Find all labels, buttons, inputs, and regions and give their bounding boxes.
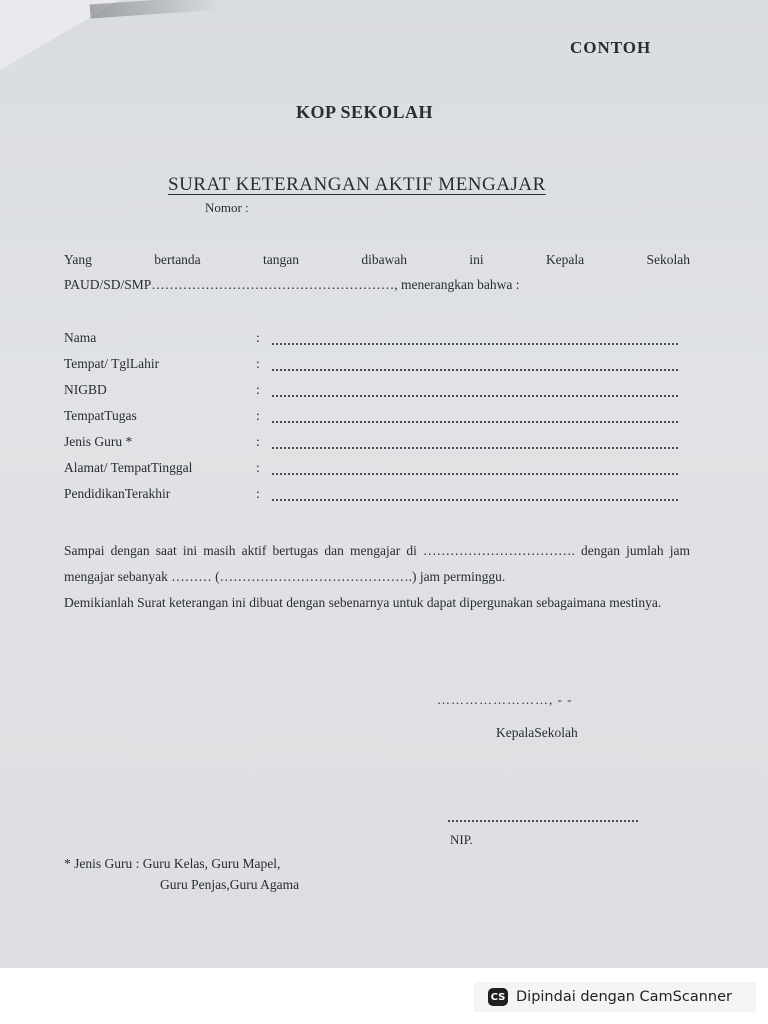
- field-alamat: [64, 460, 678, 486]
- identity-fields: [64, 330, 678, 512]
- field-colon: :: [256, 460, 260, 475]
- field-blank-line: [272, 395, 678, 397]
- camscanner-watermark: [474, 982, 756, 1012]
- field-pendidikan-terakhir: [64, 486, 678, 512]
- field-label: TempatTugas: [64, 408, 137, 423]
- field-label: NIGBD: [64, 382, 107, 397]
- field-label: Tempat/ TglLahir: [64, 356, 160, 371]
- field-label: Jenis Guru *: [64, 434, 133, 449]
- school-letterhead: KOP SEKOLAH: [296, 102, 434, 122]
- camscanner-label: Dipindai dengan CamScanner: [516, 989, 733, 1005]
- field-blank-line: [272, 343, 678, 345]
- body-paragraph-1: Sampai dengan saat ini masih aktif bertugas dan mengajar di ……………………………. dengan jumlah jam mengajar sebanyak ……… (…………………………………….) jam perminggu.: [64, 543, 690, 584]
- field-tempat-tugas: [64, 408, 678, 434]
- intro-word: Sekolah: [646, 252, 690, 267]
- field-blank-line: [272, 447, 678, 449]
- field-colon: :: [256, 434, 260, 449]
- nip-label: NIP.: [450, 832, 473, 847]
- signature-blank-line: [448, 820, 638, 822]
- field-jenis-guru: [64, 434, 678, 460]
- field-blank-line: [272, 421, 678, 423]
- body-text: [64, 538, 690, 616]
- intro-word: ini: [469, 252, 484, 267]
- camscanner-icon: CS: [488, 988, 508, 1006]
- letter-number: Nomor :: [205, 200, 249, 215]
- intro-line-2: PAUD/SD/SMP………………………………………………, menerangkan bahwa :: [64, 277, 520, 292]
- field-colon: :: [256, 486, 260, 501]
- field-label: Nama: [64, 330, 97, 345]
- field-nigbd: [64, 382, 678, 408]
- intro-word: Kepala: [545, 252, 585, 267]
- field-nama: [64, 330, 678, 356]
- field-blank-line: [272, 473, 678, 475]
- body-paragraph-2: Demikianlah Surat keterangan ini dibuat dengan sebenarnya untuk dapat dipergunakan sebagaimana mestinya.: [64, 595, 662, 610]
- field-label: PendidikanTerakhir: [64, 486, 171, 501]
- field-tempat-tgl-lahir: [64, 356, 678, 382]
- field-blank-line: [272, 369, 678, 371]
- place-date-line: ……………………, ‑ ‑: [437, 692, 573, 707]
- intro-word: tangan: [263, 252, 299, 267]
- footnote: [64, 853, 299, 895]
- signatory-role: KepalaSekolah: [496, 725, 578, 740]
- field-colon: :: [256, 330, 260, 345]
- letter-title: SURAT KETERANGAN AKTIF MENGAJAR: [168, 174, 546, 195]
- intro-word: Yang: [64, 252, 92, 267]
- field-label: Alamat/ TempatTinggal: [64, 460, 193, 475]
- intro-word: dibawah: [361, 252, 408, 267]
- corner-smudge: [90, 0, 221, 19]
- footnote-line-1: * Jenis Guru : Guru Kelas, Guru Mapel,: [64, 856, 281, 871]
- intro-line-1: [64, 252, 690, 268]
- intro-word: bertanda: [154, 252, 201, 267]
- field-blank-line: [272, 499, 678, 501]
- sample-label: CONTOH: [570, 38, 652, 57]
- field-colon: :: [256, 382, 260, 397]
- footnote-line-2: Guru Penjas,Guru Agama: [160, 877, 300, 892]
- field-colon: :: [256, 408, 260, 423]
- field-colon: :: [256, 356, 260, 371]
